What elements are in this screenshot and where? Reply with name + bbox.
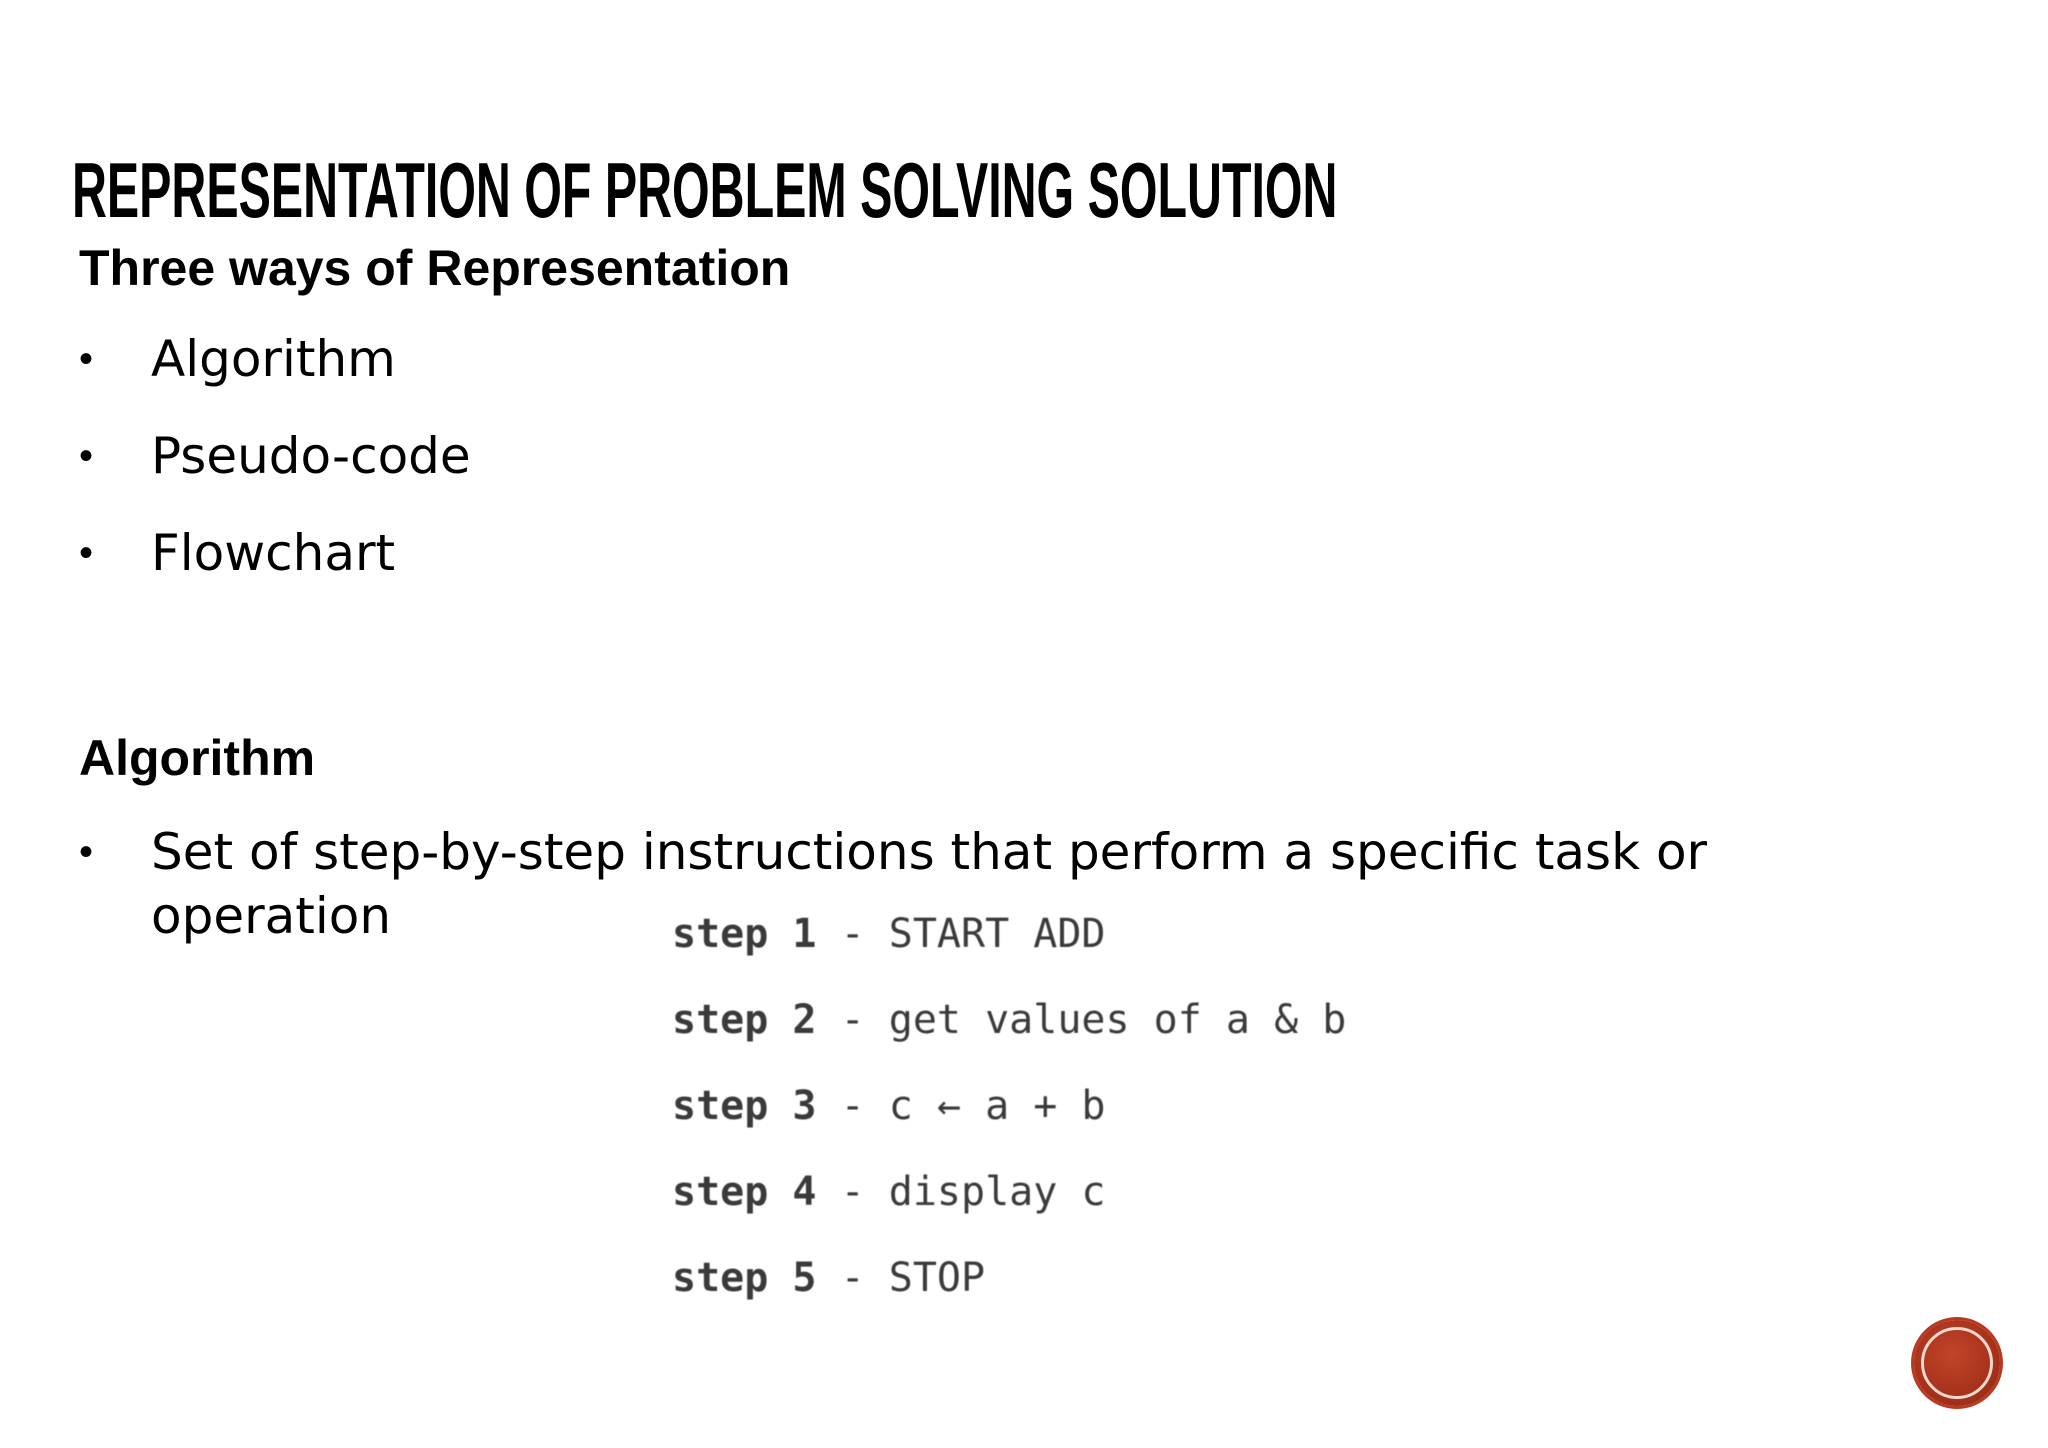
step-label: step 1 xyxy=(672,911,817,957)
list-item-label: Set of step-by-step instructions that perform a specific task or operation xyxy=(151,823,1708,945)
code-line xyxy=(672,992,1346,1078)
code-line xyxy=(672,906,1346,992)
step-label: step 2 xyxy=(672,997,817,1043)
step-text: display c xyxy=(888,1169,1106,1215)
step-label: step 4 xyxy=(672,1169,817,1215)
slide-title: REPRESENTATION OF PROBLEM SOLVING SOLUTION xyxy=(72,146,1338,234)
list-item-label: Pseudo-code xyxy=(151,427,471,485)
representation-list xyxy=(79,328,471,619)
step-separator: - xyxy=(816,1255,889,1301)
code-line xyxy=(672,1250,1346,1336)
step-separator: - xyxy=(816,1169,889,1215)
algorithm-example-image xyxy=(672,906,1346,1336)
list-item-label: Flowchart xyxy=(151,524,396,582)
step-separator: - xyxy=(816,911,889,957)
step-text: START ADD xyxy=(888,911,1106,957)
step-text: c ← a + b xyxy=(888,1083,1106,1129)
slide-badge-icon xyxy=(1914,1320,2000,1406)
section-heading-representation: Three ways of Representation xyxy=(79,240,791,296)
step-text: STOP xyxy=(888,1255,986,1301)
list-item xyxy=(79,522,471,584)
bullet-icon: • xyxy=(79,337,94,381)
step-label: step 3 xyxy=(672,1083,817,1129)
bullet-icon: • xyxy=(79,531,94,575)
list-item xyxy=(79,425,471,487)
bullet-icon: • xyxy=(79,830,94,874)
section-heading-algorithm: Algorithm xyxy=(79,730,316,786)
step-label: step 5 xyxy=(672,1255,817,1301)
step-text: get values of a & b xyxy=(888,997,1347,1043)
bullet-icon: • xyxy=(79,434,94,478)
step-separator: - xyxy=(816,997,889,1043)
code-line xyxy=(672,1078,1346,1164)
list-item xyxy=(79,328,471,390)
step-separator: - xyxy=(816,1083,889,1129)
list-item-label: Algorithm xyxy=(151,330,396,388)
code-line xyxy=(672,1164,1346,1250)
